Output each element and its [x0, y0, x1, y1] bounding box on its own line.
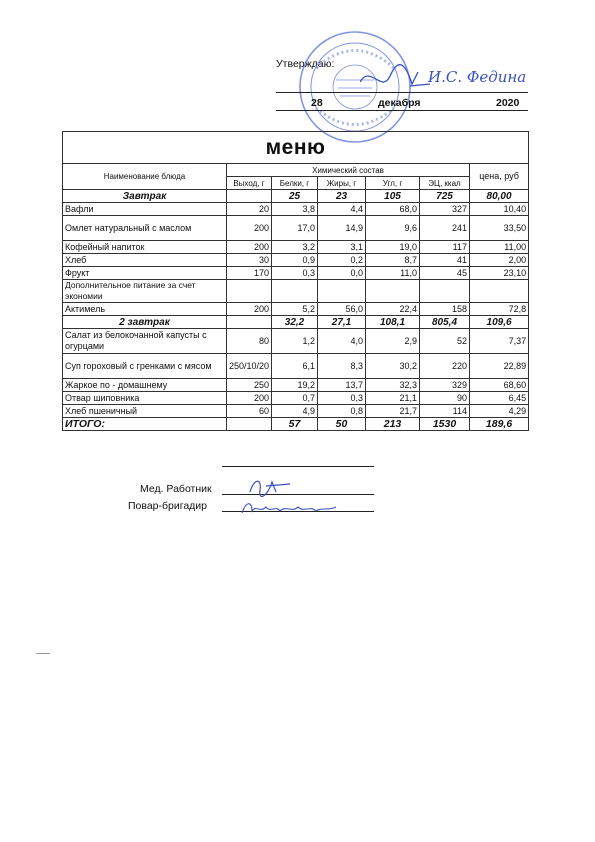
- cell-dish-name: Суп гороховый с гренками с мясом: [63, 354, 227, 379]
- table-row: [63, 329, 529, 354]
- table-row: [63, 379, 529, 392]
- table-row: [63, 392, 529, 405]
- cell-fat: 0,0: [318, 267, 366, 280]
- cell-protein: 19,2: [272, 379, 318, 392]
- cell-kcal: [420, 280, 470, 303]
- cell-yield: [227, 190, 272, 203]
- cell-fat: 0,8: [318, 405, 366, 418]
- cell-fat: 27,1: [318, 316, 366, 329]
- cell-yield: 80: [227, 329, 272, 354]
- cell-carb: 9,6: [366, 216, 420, 241]
- cell-dish-name: ИТОГО:: [63, 418, 227, 431]
- cell-fat: 3,1: [318, 241, 366, 254]
- header-chem: Химический состав: [227, 164, 470, 177]
- cell-protein: 3,2: [272, 241, 318, 254]
- table-row: [63, 254, 529, 267]
- cell-yield: 200: [227, 303, 272, 316]
- cell-kcal: 1530: [420, 418, 470, 431]
- cell-carb: 2,9: [366, 329, 420, 354]
- header-fat: Жиры, г: [318, 177, 366, 190]
- table-row: [63, 203, 529, 216]
- approval-line: [276, 92, 528, 93]
- note-row: [63, 280, 529, 303]
- cell-yield: 200: [227, 392, 272, 405]
- cell-kcal: 327: [420, 203, 470, 216]
- cell-price: 109,6: [470, 316, 529, 329]
- cell-kcal: 117: [420, 241, 470, 254]
- cell-fat: 50: [318, 418, 366, 431]
- cell-fat: 56,0: [318, 303, 366, 316]
- cell-protein: [272, 280, 318, 303]
- cell-carb: 108,1: [366, 316, 420, 329]
- menu-table: [62, 131, 529, 431]
- cell-carb: 30,2: [366, 354, 420, 379]
- cell-dish-name: Дополнительное питание за счет экономии: [63, 280, 227, 303]
- cell-kcal: 41: [420, 254, 470, 267]
- cell-price: 72,8: [470, 303, 529, 316]
- cell-carb: 21,7: [366, 405, 420, 418]
- cell-fat: 14,9: [318, 216, 366, 241]
- cell-carb: 11,0: [366, 267, 420, 280]
- cell-yield: 20: [227, 203, 272, 216]
- table-row: [63, 354, 529, 379]
- total-row: [63, 418, 529, 431]
- cell-price: [470, 280, 529, 303]
- cell-dish-name: Вафли: [63, 203, 227, 216]
- cell-dish-name: Завтрак: [63, 190, 227, 203]
- cell-dish-name: Салат из белокочанной капусты с огурцами: [63, 329, 227, 354]
- menu-title-row: [63, 132, 529, 164]
- cell-yield: [227, 316, 272, 329]
- cell-kcal: 725: [420, 190, 470, 203]
- cell-price: 22,89: [470, 354, 529, 379]
- cell-protein: 4,9: [272, 405, 318, 418]
- cell-kcal: 52: [420, 329, 470, 354]
- cell-dish-name: Фрукт: [63, 267, 227, 280]
- cell-price: 4,29: [470, 405, 529, 418]
- cell-carb: 32,3: [366, 379, 420, 392]
- cell-price: 2,00: [470, 254, 529, 267]
- cell-protein: 25: [272, 190, 318, 203]
- cell-price: 6,45: [470, 392, 529, 405]
- cell-protein: 0,3: [272, 267, 318, 280]
- cell-protein: 17,0: [272, 216, 318, 241]
- cell-dish-name: Отвар шиповника: [63, 392, 227, 405]
- cell-fat: 0,3: [318, 392, 366, 405]
- cell-carb: [366, 280, 420, 303]
- cell-kcal: 220: [420, 354, 470, 379]
- approval-year: 2020: [496, 97, 520, 109]
- cell-yield: 200: [227, 216, 272, 241]
- header-price: цена, руб: [470, 164, 529, 190]
- cell-protein: 5,2: [272, 303, 318, 316]
- cell-kcal: 90: [420, 392, 470, 405]
- cell-protein: 0,7: [272, 392, 318, 405]
- cell-price: 33,50: [470, 216, 529, 241]
- header-kcal: ЭЦ, ккал: [420, 177, 470, 190]
- cell-fat: 13,7: [318, 379, 366, 392]
- cell-carb: 68,0: [366, 203, 420, 216]
- cell-carb: 21,1: [366, 392, 420, 405]
- cell-price: 10,40: [470, 203, 529, 216]
- cell-carb: 22,4: [366, 303, 420, 316]
- table-row: [63, 405, 529, 418]
- director-signature-text: И.С. Федина: [428, 68, 527, 86]
- cell-price: 11,00: [470, 241, 529, 254]
- cell-kcal: 241: [420, 216, 470, 241]
- cell-yield: 60: [227, 405, 272, 418]
- table-row: [63, 216, 529, 241]
- cell-carb: 19,0: [366, 241, 420, 254]
- cell-kcal: 45: [420, 267, 470, 280]
- approval-month: декабря: [378, 97, 421, 109]
- approval-day: 28: [311, 97, 323, 109]
- cell-yield: 250/10/20: [227, 354, 272, 379]
- cell-dish-name: Хлеб: [63, 254, 227, 267]
- cell-dish-name: Жаркое по - домашнему: [63, 379, 227, 392]
- cell-protein: 0,9: [272, 254, 318, 267]
- header-protein: Белки, г: [272, 177, 318, 190]
- cell-kcal: 114: [420, 405, 470, 418]
- cell-yield: 200: [227, 241, 272, 254]
- cell-dish-name: Актимель: [63, 303, 227, 316]
- header-yield: Выход, г: [227, 177, 272, 190]
- header-row: [63, 164, 529, 177]
- cell-price: 7,37: [470, 329, 529, 354]
- menu-title: меню: [63, 132, 529, 164]
- cell-kcal: 805,4: [420, 316, 470, 329]
- approval-label: Утверждаю:: [276, 58, 335, 70]
- cell-protein: 3,8: [272, 203, 318, 216]
- med-worker-line: [222, 494, 374, 495]
- section-row: [63, 316, 529, 329]
- cell-dish-name: Кофейный напиток: [63, 241, 227, 254]
- signature-top-line: [222, 466, 374, 467]
- approval-date-line: [276, 110, 528, 111]
- cell-yield: 170: [227, 267, 272, 280]
- cell-dish-name: 2 завтрак: [63, 316, 227, 329]
- cell-fat: [318, 280, 366, 303]
- cell-yield: [227, 418, 272, 431]
- cell-yield: [227, 280, 272, 303]
- cell-fat: 8,3: [318, 354, 366, 379]
- cell-price: 68,60: [470, 379, 529, 392]
- table-row: [63, 303, 529, 316]
- table-row: [63, 267, 529, 280]
- header-dish-name: Наименование блюда: [63, 164, 227, 190]
- cell-yield: 30: [227, 254, 272, 267]
- cell-carb: 8,7: [366, 254, 420, 267]
- cell-kcal: 158: [420, 303, 470, 316]
- med-worker-label: Мед. Работник: [140, 483, 212, 495]
- table-row: [63, 241, 529, 254]
- cell-price: 80,00: [470, 190, 529, 203]
- cell-price: 189,6: [470, 418, 529, 431]
- cell-dish-name: Омлет натуральный с маслом: [63, 216, 227, 241]
- cell-carb: 213: [366, 418, 420, 431]
- cell-fat: 23: [318, 190, 366, 203]
- cell-dish-name: Хлеб пшеничный: [63, 405, 227, 418]
- header-carb: Угл, г: [366, 177, 420, 190]
- cell-kcal: 329: [420, 379, 470, 392]
- cell-yield: 250: [227, 379, 272, 392]
- cell-carb: 105: [366, 190, 420, 203]
- cell-fat: 0,2: [318, 254, 366, 267]
- cell-protein: 32,2: [272, 316, 318, 329]
- cell-protein: 1,2: [272, 329, 318, 354]
- cell-protein: 57: [272, 418, 318, 431]
- cook-signature: [240, 497, 340, 519]
- cell-protein: 6,1: [272, 354, 318, 379]
- cell-fat: 4,4: [318, 203, 366, 216]
- scan-mark: [36, 653, 50, 654]
- cook-label: Повар-бригадир: [128, 500, 208, 512]
- section-row: [63, 190, 529, 203]
- cell-price: 23,10: [470, 267, 529, 280]
- cell-fat: 4,0: [318, 329, 366, 354]
